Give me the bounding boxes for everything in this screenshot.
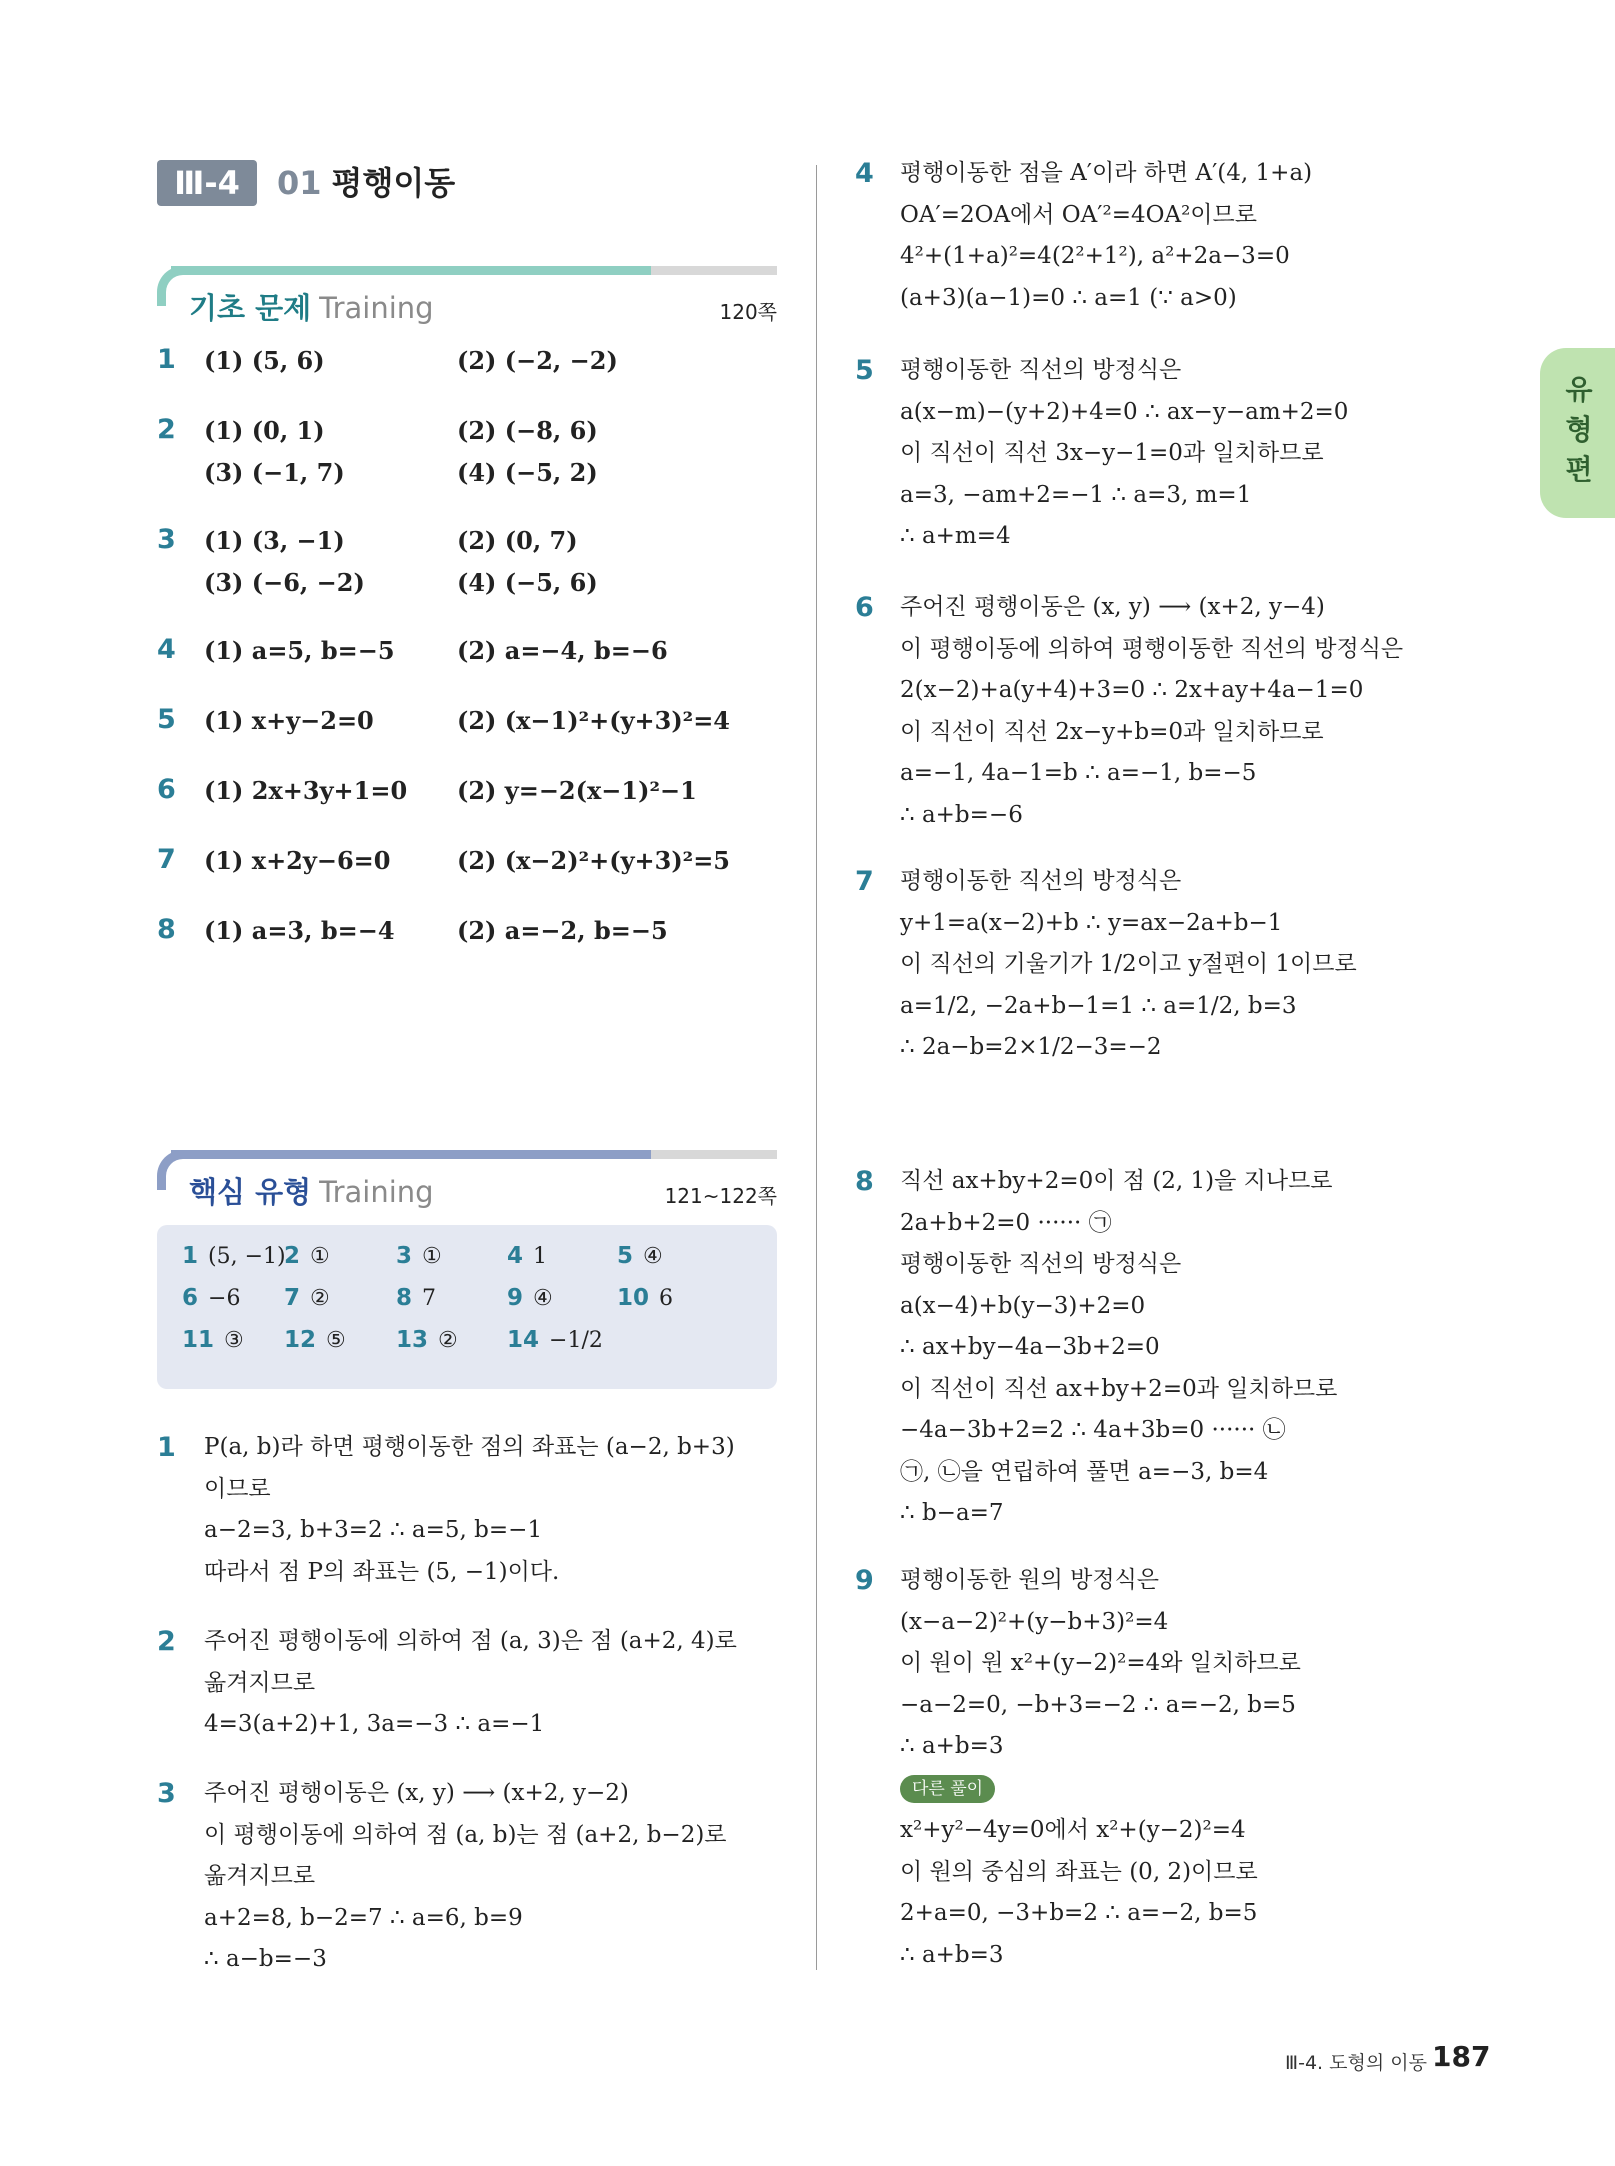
alternative-line: 2+a=0, −3+b=2 ∴ a=−2, b=5 — [900, 1900, 1258, 1926]
solution-line: 평행이동한 직선의 방정식은 — [900, 1251, 1182, 1277]
core-answer-number: 2 — [284, 1243, 301, 1269]
question-number: 7 — [157, 844, 176, 875]
answer-row — [157, 526, 777, 606]
core-answer — [182, 1285, 240, 1311]
solution-line: 2(x−2)+a(y+4)+3=0 ∴ 2x+ay+4a−1=0 — [900, 677, 1364, 703]
solution-line: a=−1, 4a−1=b ∴ a=−1, b=−5 — [900, 760, 1257, 786]
question-number: 5 — [157, 704, 176, 735]
core-answer — [396, 1243, 442, 1269]
section-title-en: Training — [319, 291, 434, 325]
core-answer-value: ② — [438, 1328, 458, 1353]
answer-cell: (3) (−6, −2) — [204, 568, 365, 597]
solution-line: a−2=3, b+3=2 ∴ a=5, b=−1 — [204, 1517, 543, 1543]
question-number: 4 — [157, 634, 176, 665]
solution-number: 6 — [855, 592, 874, 623]
answer-cell: (2) a=−2, b=−5 — [457, 916, 668, 945]
solution-line: −a−2=0, −b+3=−2 ∴ a=−2, b=5 — [900, 1691, 1296, 1718]
core-answer-number: 6 — [182, 1285, 199, 1311]
solution-line: ㉠, ㉡을 연립하여 풀면 a=−3, b=4 — [900, 1458, 1269, 1485]
header-bar-accent — [171, 1150, 651, 1159]
answer-cell: (1) (3, −1) — [204, 526, 345, 555]
alternative-line: x²+y²−4y=0에서 x²+(y−2)²=4 — [900, 1817, 1246, 1843]
chapter-number: 01 — [277, 164, 322, 202]
answer-cell: (2) (0, 7) — [457, 526, 578, 555]
section-title — [189, 1170, 434, 1211]
header-curve — [157, 1150, 187, 1190]
solution-line: a(x−m)−(y+2)+4=0 ∴ ax−y−am+2=0 — [900, 398, 1349, 425]
solution-line: (x−a−2)²+(y−b+3)²=4 — [900, 1608, 1169, 1635]
core-answer-number: 8 — [396, 1285, 413, 1311]
core-answer-value: ⑤ — [326, 1328, 346, 1353]
core-answer — [507, 1243, 547, 1269]
core-answer — [284, 1285, 330, 1311]
core-answer — [396, 1327, 458, 1353]
alternative-line: 이 원의 중심의 좌표는 (0, 2)이므로 — [900, 1858, 1258, 1885]
chapter-title-text: 평행이동 — [331, 164, 456, 202]
core-answer-number: 4 — [507, 1243, 524, 1269]
section-page-ref: 121~122쪽 — [664, 1184, 777, 1208]
question-number: 1 — [157, 344, 176, 375]
column-divider — [816, 165, 817, 1970]
solution-line: ∴ a+b=−6 — [900, 801, 1023, 828]
solution-line: a+2=8, b−2=7 ∴ a=6, b=9 — [204, 1904, 523, 1931]
solution-number: 5 — [855, 355, 874, 386]
answer-row — [157, 416, 777, 496]
solution-line: P(a, b)라 하면 평행이동한 점의 좌표는 (a−2, b+3) — [204, 1434, 735, 1460]
page-number: 187 — [1432, 2040, 1491, 2073]
answer-cell: (2) (−8, 6) — [457, 416, 598, 445]
answer-cell: (2) (−2, −2) — [457, 346, 618, 375]
core-answer-value: ① — [422, 1244, 442, 1269]
core-answer-value: ① — [310, 1244, 330, 1269]
solution-line: 이 원이 원 x²+(y−2)²=4와 일치하므로 — [900, 1650, 1301, 1676]
solution-line: ∴ b−a=7 — [900, 1500, 1004, 1526]
answer-row — [157, 846, 777, 926]
question-number: 2 — [157, 414, 176, 445]
alternative-solution-badge: 다른 풀이 — [900, 1775, 995, 1803]
solution-number: 7 — [855, 866, 874, 897]
chapter-title — [277, 160, 455, 206]
solution-line: 4²+(1+a)²=4(2²+1²), a²+2a−3=0 — [900, 243, 1290, 269]
solution-line: OA′=2OA에서 OA′²=4OA²이므로 — [900, 201, 1257, 228]
header-curve — [157, 266, 187, 306]
solution-line: 4=3(a+2)+1, 3a=−3 ∴ a=−1 — [204, 1711, 545, 1737]
core-answer-value: −1/2 — [549, 1328, 603, 1353]
core-answer — [507, 1285, 553, 1311]
side-tab-label: 유형편 — [1565, 373, 1593, 486]
solution-line: 따라서 점 P의 좌표는 (5, −1)이다. — [204, 1558, 560, 1585]
solution-line: 주어진 평행이동은 (x, y) ⟶ (x+2, y−2) — [204, 1780, 629, 1806]
solution-line: y+1=a(x−2)+b ∴ y=ax−2a+b−1 — [900, 909, 1283, 936]
solution-line: (a+3)(a−1)=0 ∴ a=1 (∵ a>0) — [900, 284, 1237, 311]
solution-number: 3 — [157, 1778, 176, 1809]
question-number: 8 — [157, 914, 176, 945]
solution-line: 이 평행이동에 의하여 점 (a, b)는 점 (a+2, b−2)로 — [204, 1821, 727, 1848]
answer-row — [157, 776, 777, 856]
core-answer — [617, 1285, 673, 1311]
alternative-line: ∴ a+b=3 — [900, 1941, 1004, 1968]
solution-line: 주어진 평행이동에 의하여 점 (a, 3)은 점 (a+2, 4)로 — [204, 1628, 737, 1654]
core-answer-number: 5 — [617, 1243, 634, 1269]
solution-line: 이 직선이 직선 ax+by+2=0과 일치하므로 — [900, 1375, 1338, 1402]
solution-line: 이 직선의 기울기가 1/2이고 y절편이 1이므로 — [900, 951, 1357, 977]
solution-line: 평행이동한 점을 A′이라 하면 A′(4, 1+a) — [900, 160, 1313, 186]
core-answer-value: 6 — [659, 1286, 674, 1311]
solution-line: ∴ 2a−b=2×1/2−3=−2 — [900, 1034, 1162, 1060]
core-answer-number: 10 — [617, 1285, 650, 1311]
answer-cell: (1) a=5, b=−5 — [204, 636, 395, 665]
section-title — [189, 286, 434, 327]
solution-line: 이 직선이 직선 2x−y+b=0과 일치하므로 — [900, 718, 1324, 745]
answer-cell: (4) (−5, 2) — [457, 458, 598, 487]
core-answer-number: 12 — [284, 1327, 317, 1353]
solution-line: ∴ a−b=−3 — [204, 1946, 327, 1972]
core-answer — [284, 1327, 346, 1353]
core-answer-value: −6 — [208, 1286, 241, 1311]
core-answer-number: 1 — [182, 1243, 199, 1269]
answer-cell: (3) (−1, 7) — [204, 458, 345, 487]
solution-line: 직선 ax+by+2=0이 점 (2, 1)을 지나므로 — [900, 1168, 1333, 1194]
core-answer-number: 3 — [396, 1243, 413, 1269]
core-answer-value: ④ — [643, 1244, 663, 1269]
section-page-ref: 120쪽 — [719, 300, 777, 324]
core-answer-value: 7 — [422, 1286, 437, 1311]
core-answer — [396, 1285, 436, 1311]
section-title-ko: 핵심 유형 — [189, 1175, 312, 1209]
solution-line: 옮겨지므로 — [204, 1863, 316, 1889]
solution-line: 2a+b+2=0 ······ ㉠ — [900, 1209, 1112, 1236]
answer-cell: (2) (x−2)²+(y+3)²=5 — [457, 846, 730, 875]
answer-cell: (2) a=−4, b=−6 — [457, 636, 668, 665]
solution-line: 이 평행이동에 의하여 평행이동한 직선의 방정식은 — [900, 635, 1404, 662]
solution-line: 주어진 평행이동은 (x, y) ⟶ (x+2, y−4) — [900, 594, 1325, 620]
core-answer — [507, 1327, 603, 1353]
footer-chapter: Ⅲ-4. 도형의 이동 — [1285, 2052, 1427, 2074]
solution-line: 평행이동한 직선의 방정식은 — [900, 357, 1182, 383]
chapter-badge: Ⅲ-4 — [157, 160, 257, 206]
solution-line: 평행이동한 직선의 방정식은 — [900, 868, 1182, 894]
answer-row — [157, 706, 777, 786]
answer-cell: (1) x+2y−6=0 — [204, 846, 391, 875]
answer-cell: (4) (−5, 6) — [457, 568, 598, 597]
solution-line: ∴ a+m=4 — [900, 523, 1011, 549]
core-answer-value: (5, −1) — [208, 1244, 286, 1269]
core-answer — [182, 1327, 244, 1353]
answer-cell: (1) (0, 1) — [204, 416, 325, 445]
question-number: 6 — [157, 774, 176, 805]
solution-line: −4a−3b+2=2 ∴ 4a+3b=0 ······ ㉡ — [900, 1417, 1286, 1443]
solution-line: a=1/2, −2a+b−1=1 ∴ a=1/2, b=3 — [900, 992, 1297, 1019]
solution-line: 이므로 — [204, 1475, 271, 1502]
header-bar-accent — [171, 266, 651, 275]
answer-row — [157, 916, 777, 996]
solution-line: 옮겨지므로 — [204, 1669, 316, 1696]
solution-line: a=3, −am+2=−1 ∴ a=3, m=1 — [900, 481, 1252, 508]
core-answer-number: 9 — [507, 1285, 524, 1311]
answer-cell: (1) x+y−2=0 — [204, 706, 374, 735]
question-number: 3 — [157, 524, 176, 555]
answer-row — [157, 636, 777, 716]
section-title-ko: 기초 문제 — [189, 291, 312, 325]
answer-row — [157, 346, 777, 426]
core-answer-value: ④ — [533, 1286, 553, 1311]
core-answer-value: 1 — [533, 1244, 548, 1269]
solution-number: 2 — [157, 1626, 176, 1657]
solution-line: 이 직선이 직선 3x−y−1=0과 일치하므로 — [900, 440, 1324, 466]
answer-cell: (2) (x−1)²+(y+3)²=4 — [457, 706, 730, 735]
core-answer-number: 11 — [182, 1327, 215, 1353]
solution-number: 1 — [157, 1432, 176, 1463]
core-answer — [284, 1243, 330, 1269]
section-title-en: Training — [319, 1175, 434, 1209]
answer-cell: (1) a=3, b=−4 — [204, 916, 395, 945]
solution-line: 평행이동한 원의 방정식은 — [900, 1567, 1160, 1593]
core-answer-box — [157, 1225, 777, 1389]
solution-line: ∴ ax+by−4a−3b+2=0 — [900, 1334, 1160, 1360]
core-answer-value: ② — [310, 1286, 330, 1311]
core-answer-number: 13 — [396, 1327, 429, 1353]
answer-cell: (1) 2x+3y+1=0 — [204, 776, 408, 805]
basic-training-header — [157, 266, 777, 336]
core-answer — [182, 1243, 286, 1269]
core-answer — [617, 1243, 663, 1269]
core-answer-number: 7 — [284, 1285, 301, 1311]
core-answer-number: 14 — [507, 1327, 540, 1353]
solution-number: 9 — [855, 1565, 874, 1596]
solution-line: a(x−4)+b(y−3)+2=0 — [900, 1292, 1146, 1319]
answer-cell: (2) y=−2(x−1)²−1 — [457, 776, 697, 805]
solution-number: 4 — [855, 158, 874, 189]
solution-number: 8 — [855, 1166, 874, 1197]
core-training-header — [157, 1150, 777, 1220]
solution-line: ∴ a+b=3 — [900, 1733, 1004, 1759]
answer-cell: (1) (5, 6) — [204, 346, 325, 375]
side-tab[interactable] — [1540, 348, 1615, 518]
core-answer-value: ③ — [224, 1328, 244, 1353]
